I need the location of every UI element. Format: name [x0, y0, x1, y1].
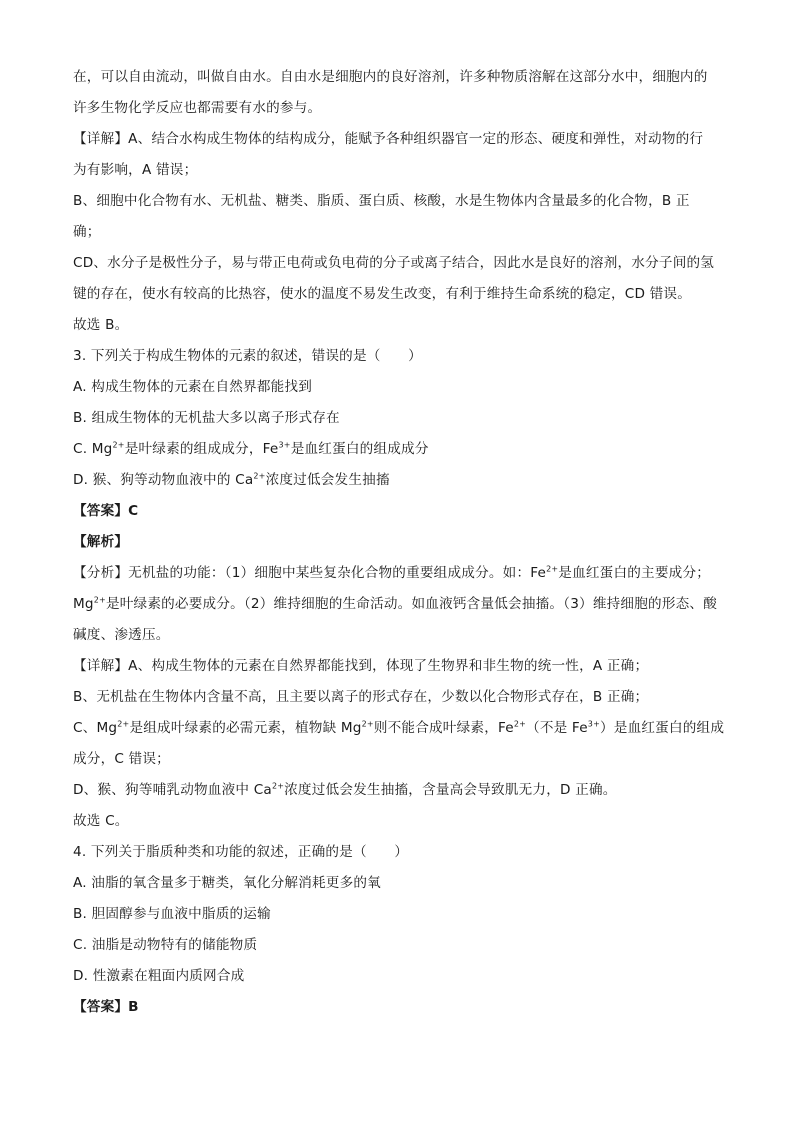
explanation-line: 成分，C 错误； — [73, 751, 170, 767]
analysis-heading: 【解析】 — [73, 534, 129, 550]
question-3-option-d: D. 猴、狗等动物血液中的 $Ca^{2+}$浓度过低会发生抽搐 — [73, 471, 390, 488]
question-3-option-b: B. 组成生物体的无机盐大多以离子形式存在 — [73, 410, 340, 426]
text-line: 为有影响，A 错误； — [73, 162, 198, 178]
text-line: 故选 B。 — [73, 317, 129, 333]
text-line: 【详解】A、结合水构成生物体的结构成分，能赋予各种组织器官一定的形态、硬度和弹性，对动物的行 — [73, 131, 704, 147]
text-line: B、细胞中化合物有水、无机盐、糖类、脂质、蛋白质、核酸，水是生物体内含量最多的化合物，B 正 — [73, 193, 690, 209]
question-3-stem: 3. 下列关于构成生物体的元素的叙述，错误的是（ ） — [73, 348, 422, 364]
question-4-option-b: B. 胆固醇参与血液中脂质的运输 — [73, 906, 271, 922]
text-line: 确； — [73, 224, 101, 240]
analysis-line: 碱度、渗透压。 — [73, 627, 170, 643]
answer-3: 【答案】C — [73, 503, 139, 519]
question-4-stem: 4. 下列关于脂质种类和功能的叙述，正确的是（ ） — [73, 844, 409, 860]
explanation-line: D、猴、狗等哺乳动物血液中 $Ca^{2+}$浓度过低会发生抽搐，含量高会导致肌无力，D 正确。 — [73, 781, 617, 798]
question-3-option-c: C. $Mg^{2+}$是叶绿素的组成成分，$Fe^{3+}$是血红蛋白的组成成分 — [73, 440, 429, 457]
question-4-option-a: A. 油脂的氧含量多于糖类，氧化分解消耗更多的氧 — [73, 875, 381, 891]
question-4-option-d: D. 性激素在粗面内质网合成 — [73, 968, 245, 984]
text-line: 在，可以自由流动，叫做自由水。自由水是细胞内的良好溶剂，许多种物质溶解在这部分水中，细胞内的 — [73, 69, 708, 85]
explanation-line: 故选 C。 — [73, 813, 129, 829]
text-line: 键的存在，使水有较高的比热容，使水的温度不易发生改变，有利于维持生命系统的稳定，CD 错误。 — [73, 286, 692, 302]
explanation-line: B、无机盐在生物体内含量不高，且主要以离子的形式存在，少数以化合物形式存在，B 正确； — [73, 689, 649, 705]
question-4-option-c: C. 油脂是动物特有的储能物质 — [73, 937, 258, 953]
explanation-line: C、$Mg^{2+}$是组成叶绿素的必需元素，植物缺 $Mg^{2+}$则不能合成叶绿素，$Fe^{2+}$（不是 $Fe^{3+}$）是血红蛋白的组成 — [73, 719, 725, 736]
analysis-line: 【分析】无机盐的功能：（1）细胞中某些复杂化合物的重要组成成分。如：$Fe^{2+}$是血红蛋白的主要成分； — [73, 564, 711, 581]
answer-4: 【答案】B — [73, 999, 139, 1015]
explanation-line: 【详解】A、构成生物体的元素在自然界都能找到，体现了生物界和非生物的统一性，A 正确； — [73, 658, 649, 674]
analysis-line: $Mg^{2+}$是叶绿素的必要成分。（2）维持细胞的生命活动。如血液钙含量低会抽搐。（3）维持细胞的形态、酸 — [73, 595, 717, 612]
text-line: CD、水分子是极性分子，易与带正电荷或负电荷的分子或离子结合，因此水是良好的溶剂，水分子间的氢 — [73, 255, 715, 271]
text-line: 许多生物化学反应也都需要有水的参与。 — [73, 100, 322, 116]
document-page — [73, 62, 723, 1023]
question-3-option-a: A. 构成生物体的元素在自然界都能找到 — [73, 379, 313, 395]
